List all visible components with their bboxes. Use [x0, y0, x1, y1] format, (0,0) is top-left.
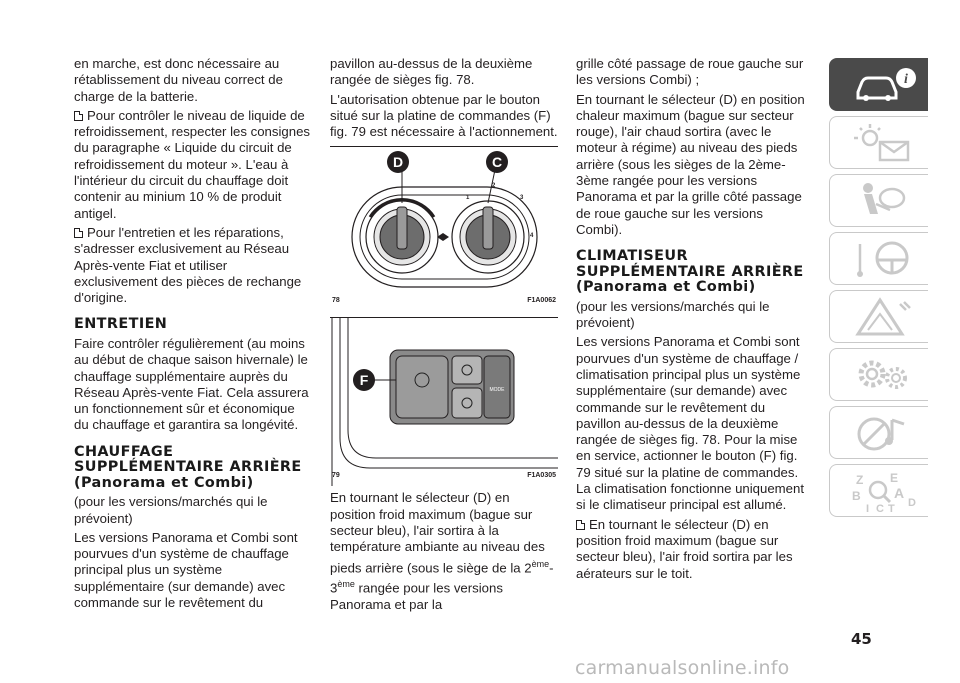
text-run: -3: [330, 560, 554, 596]
tab-car-info[interactable]: [829, 58, 928, 111]
note-icon: [576, 520, 585, 530]
svg-text:i: i: [904, 72, 908, 87]
superscript: ème: [531, 558, 550, 569]
section-heading: CLIMATISEUR SUPPLÉMENTAIRE ARRIÈRE (Panorama et Combi): [576, 248, 804, 296]
note: [576, 517, 806, 582]
page-number: 45: [851, 630, 872, 648]
note-text: En tournant le sélecteur (D) en position froid maximum (bague sur secteur bleu), l'air froid sortira par les aérateurs sur le toit.: [576, 516, 793, 581]
watermark: carmanualsonline.info: [575, 657, 790, 679]
letter-e: E: [890, 471, 899, 485]
letter-z: Z: [856, 473, 864, 487]
figure-code: F1A0062: [527, 297, 556, 305]
letter-b: B: [852, 489, 861, 503]
letter-a: A: [894, 485, 905, 501]
letter-c: C: [876, 503, 884, 512]
multimedia-icon: [850, 412, 920, 454]
tab-safety[interactable]: [829, 174, 928, 227]
column-middle: [330, 56, 558, 616]
column-left: [74, 56, 312, 614]
figure-79: [330, 317, 558, 486]
tab-emergency[interactable]: [829, 290, 928, 343]
mode-label: MODE: [489, 387, 505, 394]
paragraph: pavillon au-dessus de la deuxième rangée de sièges fig. 78.: [330, 56, 533, 88]
letter-i: I: [866, 503, 870, 512]
warning-lights-icon: [850, 122, 920, 164]
note: [74, 225, 312, 306]
label-d: D: [392, 154, 404, 171]
road-warning-icon: [850, 296, 920, 338]
tick-1: 1: [466, 195, 470, 202]
note-text: Pour contrôler le niveau de liquide de refroidissement, respecter les consignes du paragraphe « Liquide du circuit de refroidissement du moteur ». L'eau à l'intérieur du circuit du chauffage doit contenir au minium 10 % de produit antigel.: [74, 107, 311, 221]
tick-3: 3: [520, 195, 524, 202]
text-run: En tournant le sélecteur (D) en position froid maximum (bague sur secteur bleu), l'air sortira à la température ambiante au niveau des pieds arrière (sous le siège de la 2: [330, 490, 545, 576]
column-right: [576, 56, 806, 585]
paragraph: L'autorisation obtenue par le bouton situé sur la platine de commandes (F) fig. 79 est nécessaire à l'actionnement.: [330, 91, 558, 140]
figure-code: F1A0305: [527, 472, 556, 480]
paragraph: [330, 490, 558, 613]
steering-wheel-icon: [850, 238, 920, 280]
note-icon: [74, 228, 83, 238]
airbag-icon: [850, 180, 920, 222]
note-text: Pour l'entretien et les réparations, s'adresser exclusivement au Réseau Après-vente Fiat et utiliser exclusivement des pièces de rechange d'origine.: [74, 224, 302, 306]
paragraph: En tournant le sélecteur (D) en position chaleur maximum (bague sur secteur rouge), l'air chaud sortira (avec le moteur à régime) au niveau des pieds arrière (sous les sièges de la 2ème-3ème rangée pour les versions Panorama et par la grille côté passage de roue gauche sur les versions Combi).: [576, 91, 805, 237]
note: [74, 108, 312, 222]
roof-control-illustration: [330, 147, 558, 311]
paragraph: (pour les versions/marchés qui le prévoient): [576, 298, 770, 331]
tab-multimedia[interactable]: [829, 406, 928, 459]
figure-number: 79: [332, 472, 340, 480]
car-info-icon: [850, 64, 920, 106]
paragraph: (pour les versions/marchés qui le prévoient): [74, 494, 268, 526]
tab-index[interactable]: [829, 464, 928, 517]
chapter-tabs: [829, 58, 928, 522]
paragraph: Les versions Panorama et Combi sont pourvues d'un système de chauffage principal plus un système supplémentaire (sur demande) avec commande sur le revêtement du: [74, 529, 298, 611]
note-icon: [74, 111, 83, 121]
alphabet-index-icon: [850, 470, 920, 512]
tab-maintenance[interactable]: [829, 348, 928, 401]
superscript: ème: [337, 579, 355, 590]
text-run: rangée pour les versions Panorama et par la: [330, 580, 503, 613]
paragraph: en marche, est donc nécessaire au rétablissement du niveau correct de charge de la batterie.: [74, 56, 283, 104]
tab-driving[interactable]: [829, 232, 928, 285]
label-f: F: [359, 372, 369, 389]
figure-78: [330, 146, 558, 311]
paragraph: Faire contrôler régulièrement (au moins au début de chaque saison hivernale) le chauffage supplémentaire auprès du Réseau Après-vente Fiat. Cela assurera un fonctionnement sûr et économique du chauffage et garantira sa longévité.: [74, 335, 309, 433]
paragraph: grille côté passage de roue gauche sur les versions Combi) ;: [576, 56, 804, 88]
letter-d: D: [908, 497, 916, 509]
figure-number: 78: [332, 297, 340, 305]
dashboard-control-illustration: [330, 318, 558, 486]
section-heading: ENTRETIEN: [74, 316, 168, 333]
letter-t: T: [888, 503, 895, 512]
label-c: C: [491, 154, 503, 171]
tab-warning-lights[interactable]: [829, 116, 928, 169]
section-heading: CHAUFFAGE SUPPLÉMENTAIRE ARRIÈRE (Panorama et Combi): [74, 443, 302, 491]
paragraph: Les versions Panorama et Combi sont pourvues d'un système de chauffage / climatisation principal plus un système supplémentaire (sur demande) avec commande sur le revêtement du pavillon au-dessus de la deuxième rangée de sièges fig. 78. Pour la mise en service, actionner le bouton (F) fig. 79 situé sur la platine de commandes. La climatisation fonctionne uniquement si le climatiseur principal est allumé.: [576, 334, 804, 513]
tick-2: 2: [492, 183, 496, 190]
tick-4: 4: [530, 233, 534, 240]
gears-icon: [850, 354, 920, 396]
